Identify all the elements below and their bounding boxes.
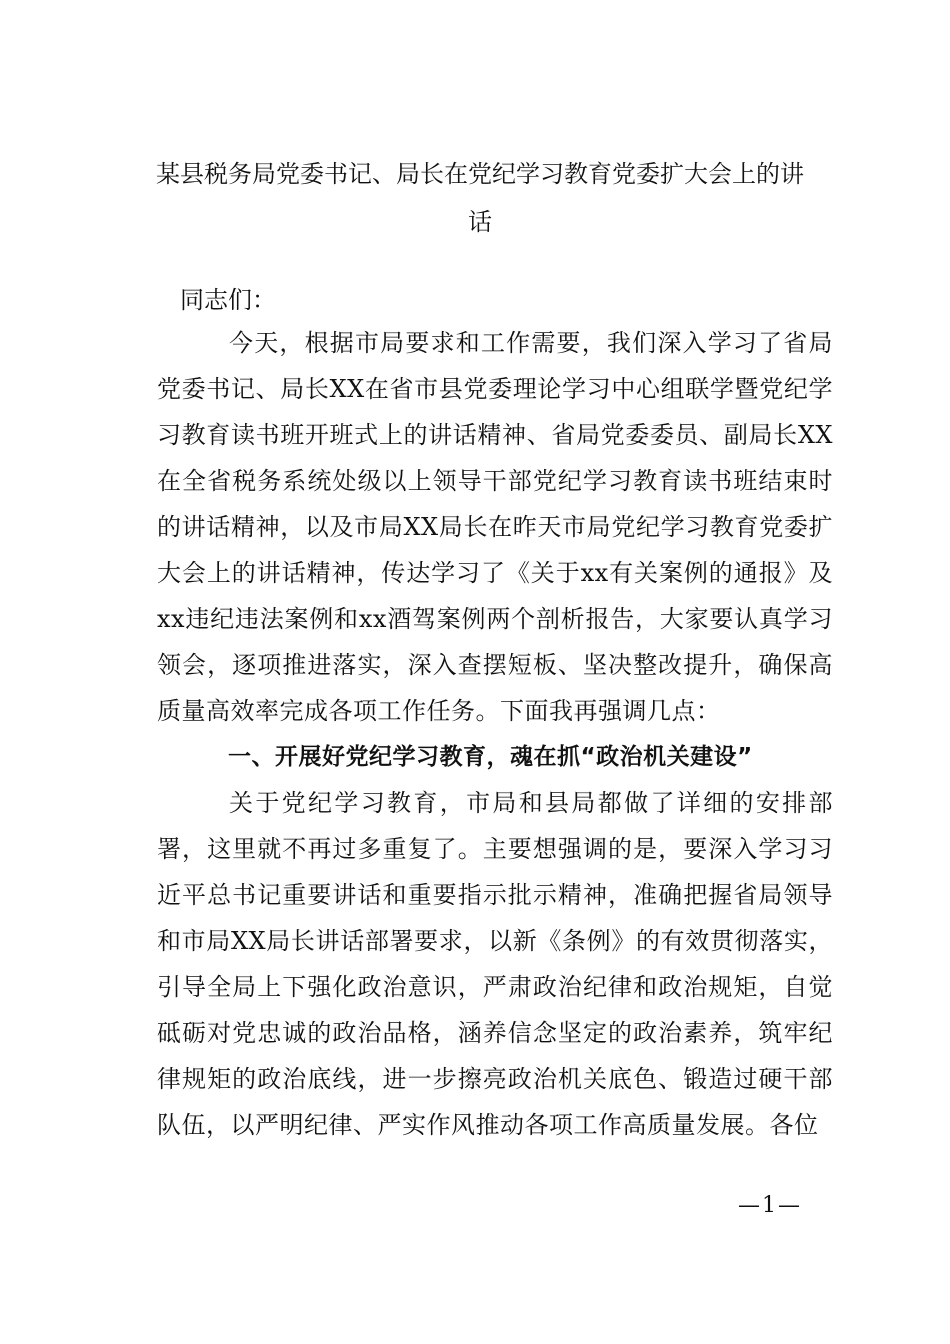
document-title-continuation: 话: [468, 208, 492, 236]
body-paragraph: 关于党纪学习教育，市局和县局都做了详细的安排部署，这里就不再过多重复了。主要想强调的是，要深入学习习近平总书记重要讲话和重要指示批示精神，准确把握省局领导和市局XX局长讲话部署要求，以新《条例》的有效贯彻落实，引导全局上下强化政治意识，严肃政治纪律和政治规矩，自觉砥砺对党忠诚的政治品格，涵养信念坚定的政治素养，筑牢纪律规矩的政治底线，进一步擦亮政治机关底色、锻造过硬干部队伍，以严明纪律、严实作风推动各项工作高质量发展。各位: [157, 789, 833, 1139]
section-heading: 一、开展好党纪学习教育，魂在抓“政治机关建设”: [228, 744, 753, 770]
page-number: —1—: [738, 1193, 802, 1218]
salutation: 同志们：: [180, 286, 276, 314]
body-paragraph: 今天，根据市局要求和工作需要，我们深入学习了省局党委书记、局长XX在省市县党委理论学习中心组联学暨党纪学习教育读书班开班式上的讲话精神、省局党委委员、副局长XX在全省税务系统处级以上领导干部党纪学习教育读书班结束时的讲话精神，以及市局XX局长在昨天市局党纪学习教育党委扩大会上的讲话精神，传达学习了《关于xx有关案例的通报》及xx违纪违法案例和xx酒驾案例两个剖析报告，大家要认真学习领会，逐项推进落实，深入查摆短板、坚决整改提升，确保高质量高效率完成各项工作任务。下面我再强调几点：: [157, 329, 833, 725]
document-title: 某县税务局党委书记、局长在党纪学习教育党委扩大会上的讲: [156, 160, 804, 188]
